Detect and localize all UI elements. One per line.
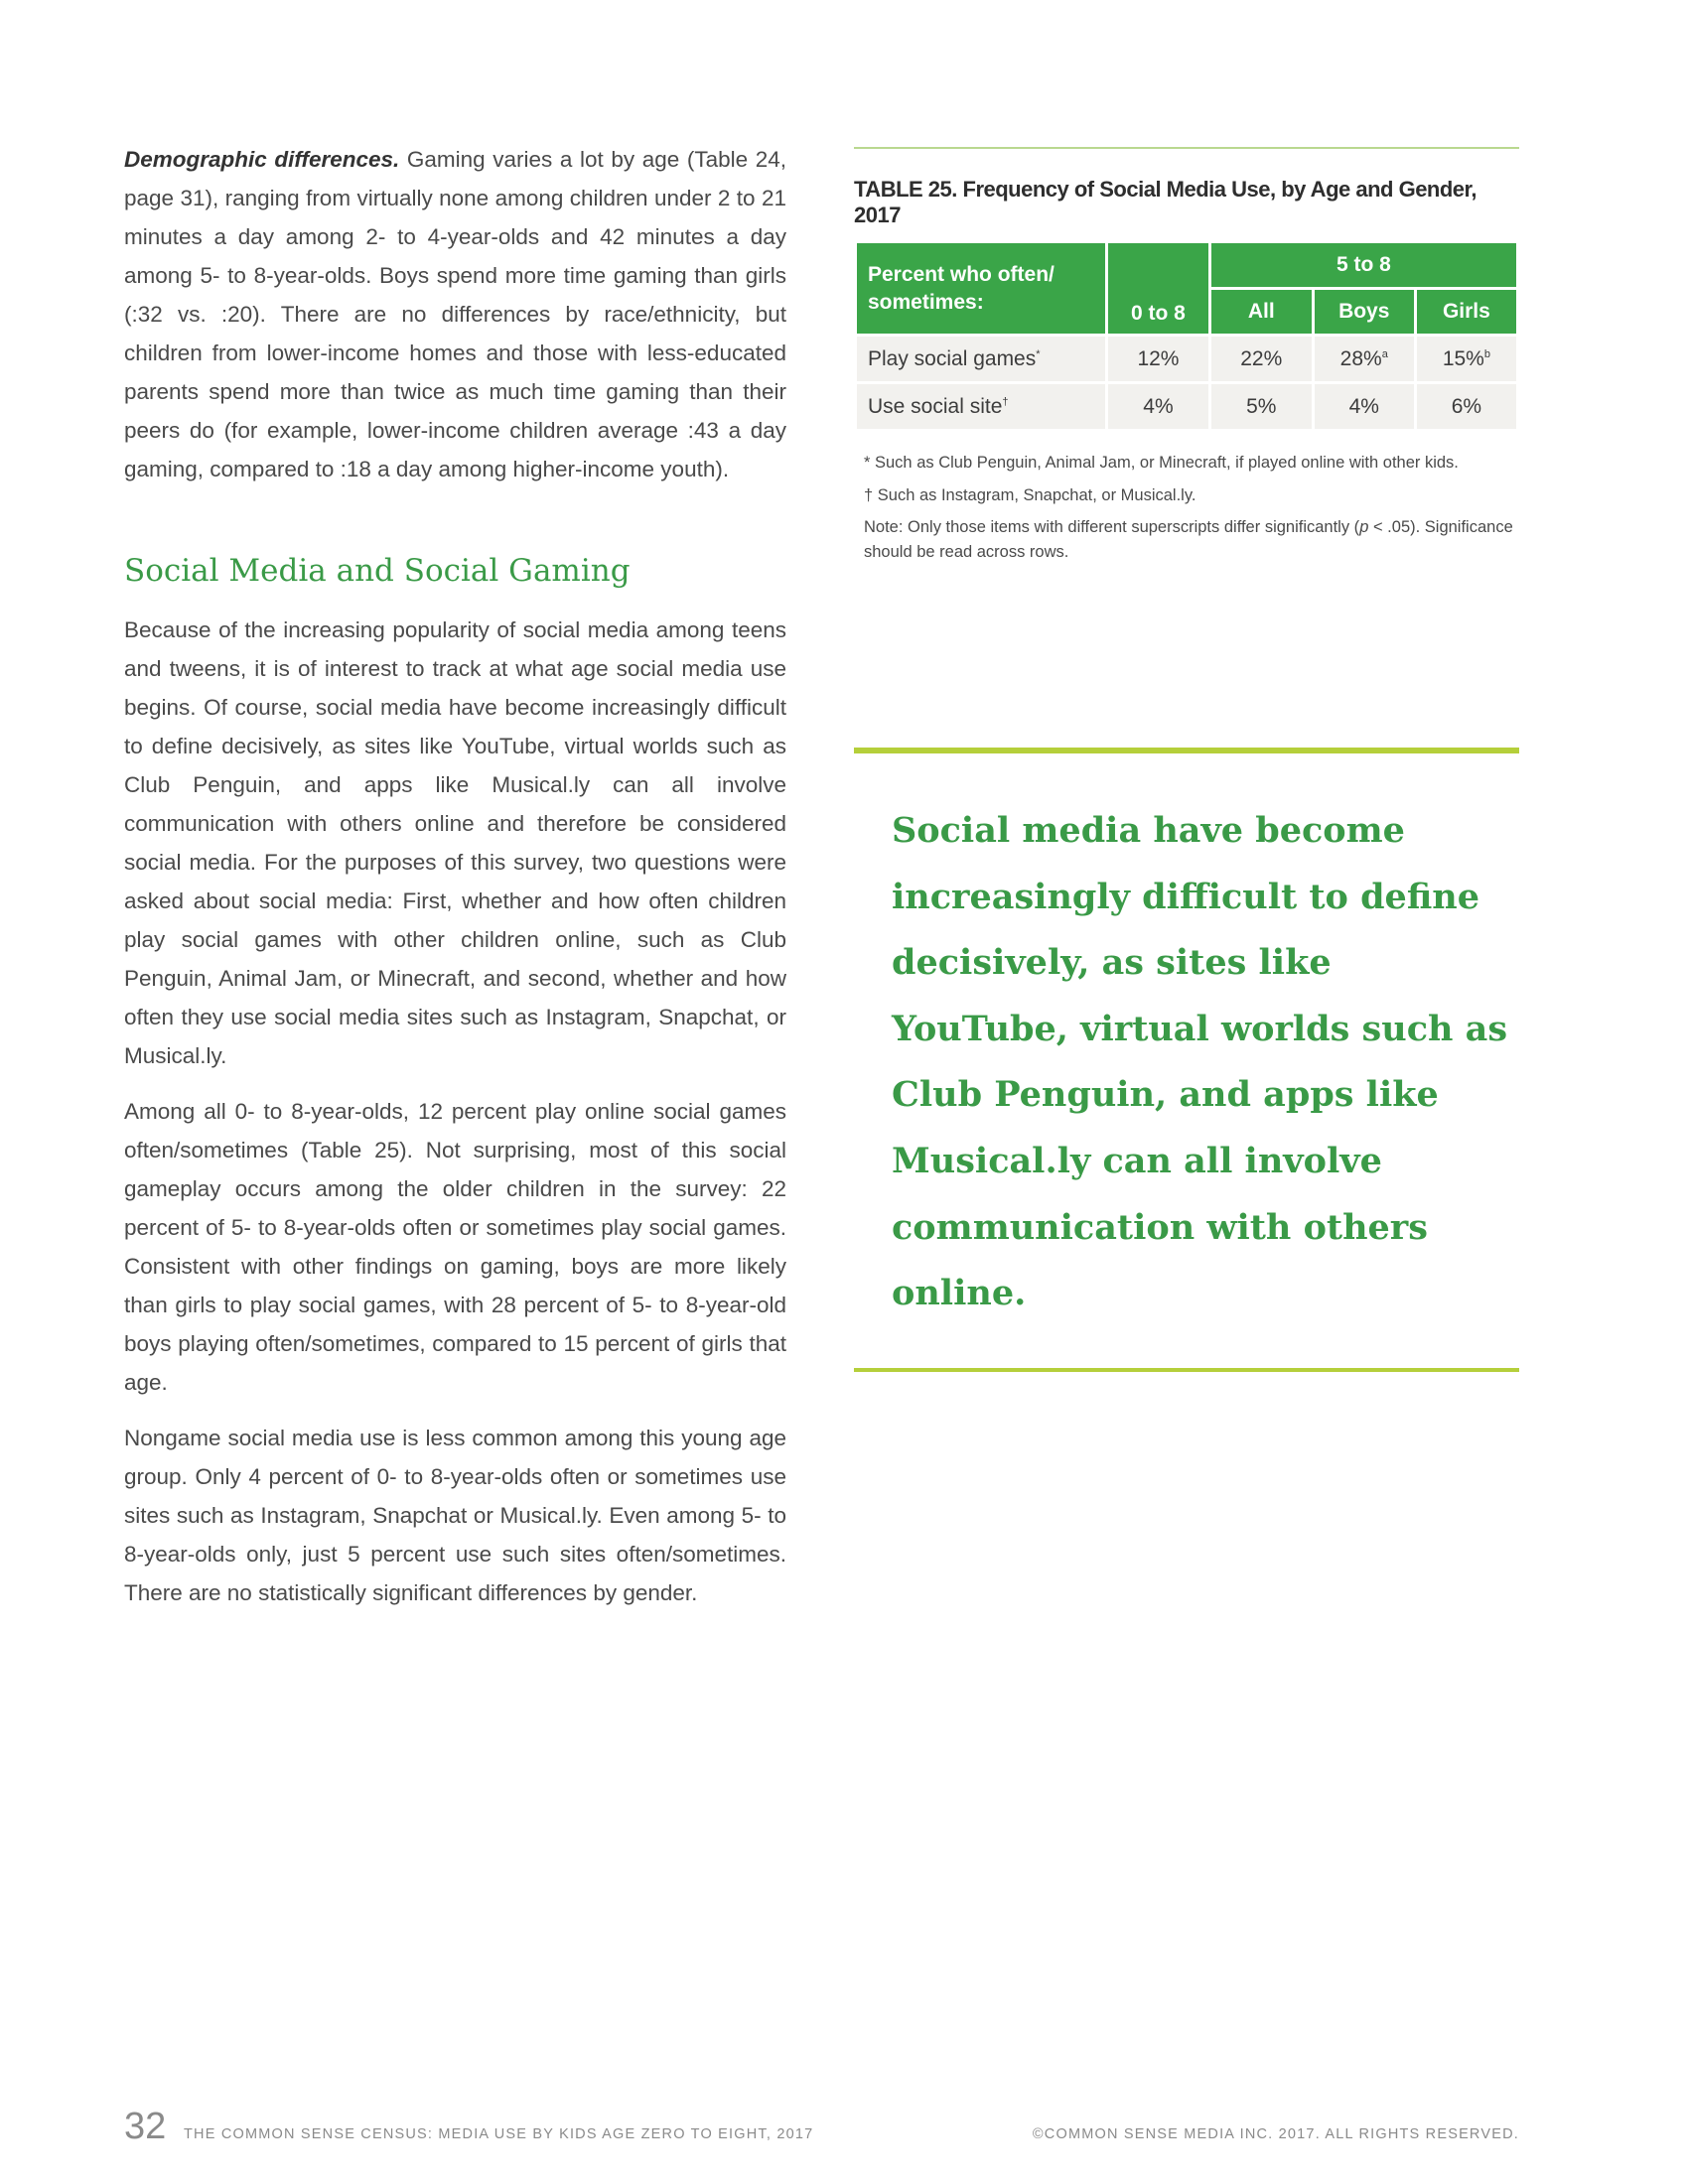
paragraph-nongame-social-media: Nongame social media use is less common among this young age group. Only 4 percent of 0- to 8-year-olds often or sometimes use sites such as Instagram, Snapchat or Musical.ly. Even among 5- to 8-year-olds only, just 5 percent use such sites often/sometimes. There are no statistically significant differences by gender. <box>124 1426 786 1605</box>
cell-girls: 15%$^b$ <box>1415 336 1517 383</box>
footnote-dagger: † Such as Instagram, Snapchat, or Musical.ly. <box>864 486 1196 504</box>
cell-all: 5% <box>1209 383 1313 431</box>
paragraph-social-games: Among all 0- to 8-year-olds, 12 percent play online social games often/sometimes (Table 25). Not surprising, most of this social gameplay occurs among the older children in the survey: 22 percent of 5- to 8-year-olds often or sometimes play social games. Consistent with other findings on gaming, boys are more likely than girls to play social games, with 28 percent of 5- to 8-year-old boys playing often/sometimes, compared to 15 percent of girls that age. <box>124 1099 786 1395</box>
footnote-mark: * <box>1036 347 1041 360</box>
main-text-column <box>124 140 786 1629</box>
column-group-header-5-to-8: 5 to 8 <box>1209 242 1517 289</box>
column-header-all: All <box>1209 289 1313 336</box>
significance-superscript: b <box>1483 347 1490 360</box>
footnote-star: * Such as Club Penguin, Animal Jam, or Minecraft, if played online with other kids. <box>864 454 1459 472</box>
column-header-boys: Boys <box>1313 289 1415 336</box>
footer-copyright: ©COMMON SENSE MEDIA INC. 2017. ALL RIGHTS RESERVED. <box>1032 2126 1519 2142</box>
frequency-table <box>854 240 1519 432</box>
row-label: Use social site† <box>856 383 1107 431</box>
column-header-girls: Girls <box>1415 289 1517 336</box>
table-header-row <box>856 242 1518 289</box>
footer-publication-title: THE COMMON SENSE CENSUS: MEDIA USE BY KIDS AGE ZERO TO EIGHT, 2017 <box>184 2126 814 2142</box>
cell-boys: 4% <box>1313 383 1415 431</box>
pull-quote-text: Social media have become increasingly difficult to define decisively, as sites like YouTube, virtual worlds such as Club Penguin, and apps like Musical.ly can all involve communication with others online. <box>892 810 1508 1314</box>
cell-girls: 6% <box>1415 383 1517 431</box>
cell-0-to-8: 12% <box>1107 336 1210 383</box>
table-title: TABLE 25. Frequency of Social Media Use, by Age and Gender, 2017 <box>854 177 1477 227</box>
footnote-mark: † <box>1002 395 1009 408</box>
column-header-label: Percent who often/ sometimes: <box>856 242 1107 336</box>
significance-note: Note: Only those items with different superscripts differ significantly (p < .05). Significance should be read across rows. <box>864 518 1513 561</box>
significance-superscript: a <box>1381 347 1388 360</box>
cell-0-to-8: 4% <box>1107 383 1210 431</box>
row-label: Play social games* <box>856 336 1107 383</box>
pull-quote-bottom-rule <box>854 1368 1519 1372</box>
table-row <box>856 383 1518 431</box>
cell-boys: 28%$^a$ <box>1313 336 1415 383</box>
cell-all: 22% <box>1209 336 1313 383</box>
page-footer <box>124 2107 1519 2146</box>
page-number: 32 <box>124 2106 167 2147</box>
pull-quote <box>854 748 1519 1372</box>
table-panel <box>854 147 1519 571</box>
paragraph-text: Gaming varies a lot by age (Table 24, page 31), ranging from virtually none among children under 2 to 21 minutes a day among 2- to 4-year-olds and 42 minutes a day among 5- to 8-year-olds. Boys spend more time gaming than girls (:32 vs. :20). There are no differences by race/ethnicity, but children from lower-income homes and those with less-educated parents spend more than twice as much time gaming than their peers do (for example, lower-income children average :43 a day gaming, compared to :18 a day among higher-income youth). <box>124 147 787 481</box>
section-heading: Social Media and Social Gaming <box>124 553 631 589</box>
column-header-0-to-8: 0 to 8 <box>1107 242 1210 336</box>
paragraph-social-media-intro: Because of the increasing popularity of social media among teens and tweens, it is of interest to track at what age social media use begins. Of course, social media have become increasingly difficult to define decisively, as sites like YouTube, virtual worlds such as Club Penguin, and apps like Musical.ly can all involve communication with others online and therefore be considered social media. For the purposes of this survey, two questions were asked about social media: First, whether and how often children play social games with other children online, such as Club Penguin, Animal Jam, or Minecraft, and second, whether and how often they use social media sites such as Instagram, Snapchat, or Musical.ly. <box>124 617 786 1068</box>
divider <box>854 147 1519 149</box>
table-notes <box>854 450 1519 565</box>
paragraph-lead-in: Demographic differences. <box>124 147 400 172</box>
paragraph-demographic-differences <box>124 140 786 488</box>
table-row <box>856 336 1518 383</box>
